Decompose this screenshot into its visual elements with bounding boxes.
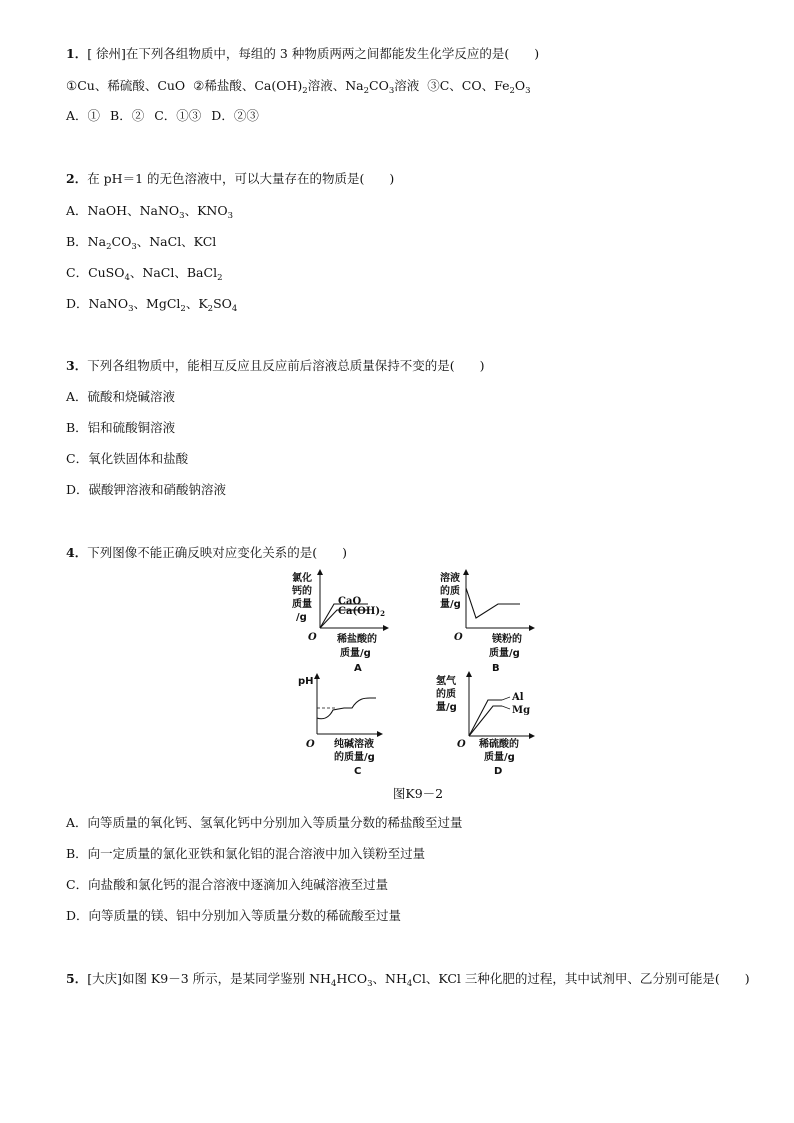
graph-b-xlabel-2: 质量/g <box>489 648 520 659</box>
q1-group-1: ①Cu、稀硫酸、CuO <box>66 78 186 93</box>
q4-stem-line <box>66 544 347 562</box>
graph-b-ylabel-1: 溶液 <box>440 573 460 584</box>
graph-c-xlabel-2: 的质量/g <box>334 752 375 763</box>
graph-d-pointer-mg <box>502 706 510 709</box>
q1-groups-line <box>66 77 531 95</box>
q3-option-b: B．铝和硫酸铜溶液 <box>66 420 176 435</box>
graph-c-curve <box>317 698 376 719</box>
q2-stem-line <box>66 170 394 188</box>
graph-a-ylabel-3: 质量 <box>292 599 312 610</box>
q1-option-b: B．② <box>110 108 145 123</box>
graph-a-tag: A <box>354 663 362 674</box>
graph-c-tag: C <box>354 766 362 777</box>
graph-b-origin: O <box>454 632 463 643</box>
graph-c-xlabel-1: 纯碱溶液 <box>334 739 374 750</box>
graph-d-line-label-2: Mg <box>512 705 531 716</box>
q3-option-c: C．氧化铁固体和盐酸 <box>66 451 189 466</box>
q5-stem-line <box>66 970 750 988</box>
q2-option-a: A．NaOH、NaNO$_3$、$KNO_3$ <box>66 203 234 221</box>
graph-d-origin: O <box>457 739 466 750</box>
graph-c <box>298 676 380 777</box>
q1-number: 1． <box>66 46 88 61</box>
q4-option-c: C．向盐酸和氯化钙的混合溶液中逐滴加入纯碱溶液至过量 <box>66 877 389 892</box>
q1-option-c: C．①③ <box>154 108 202 123</box>
graph-d-curve-mg <box>469 706 502 736</box>
graph-a-line-label-1: CaO <box>338 596 362 607</box>
q5-stem: [大庆]如图 K9－3 所示，是某同学鉴别 $NH_4HCO_3$、$NH_4Cl$、KCl 三种化肥的过程，其中试剂甲、乙分别可能是( ) <box>87 971 750 989</box>
q3-number: 3． <box>66 358 88 373</box>
graph-d-ylabel-1: 氢气 <box>436 676 456 687</box>
q4-number: 4． <box>66 545 88 560</box>
q1-stem-line <box>66 45 539 63</box>
q4-figure <box>270 566 540 778</box>
graph-d-line-label-1: Al <box>512 692 524 703</box>
q2-option-d: D．NaNO$_3$、MgCl$_2$、$K_2SO_4$ <box>66 296 238 314</box>
graph-a-ylabel-1: 氯化 <box>292 573 312 584</box>
graph-b-xlabel-1: 镁粉的 <box>492 634 522 645</box>
q3-option-d: D．碳酸钾溶液和硝酸钠溶液 <box>66 482 227 497</box>
graph-a-ylabel-2: 钙的 <box>292 586 312 597</box>
q4-stem: 下列图像不能正确反映对应变化关系的是( ) <box>87 545 347 560</box>
q3-option-a: A．硫酸和烧碱溶液 <box>66 389 176 404</box>
graph-b-tag: B <box>492 663 500 674</box>
q4-option-b: B．向一定质量的氯化亚铁和氯化铝的混合溶液中加入镁粉至过量 <box>66 846 426 861</box>
q4-option-d: D．向等质量的镁、铝中分别加入等质量分数的稀硫酸至过量 <box>66 908 402 923</box>
q1-option-d: D．②③ <box>211 108 259 123</box>
graph-b-ylabel-2: 的质 <box>440 586 460 597</box>
graph-a-line-label-2: $Ca(OH)_2$ <box>338 606 385 618</box>
graph-a-origin: O <box>308 632 317 643</box>
q2-option-c: C．CuSO$_4$、NaCl、BaCl$_2$ <box>66 265 223 283</box>
q3-stem-line <box>66 357 484 375</box>
graph-b-curve <box>466 588 520 618</box>
graph-d <box>436 674 532 777</box>
graph-d-ylabel-3: 量/g <box>436 702 457 713</box>
graph-d-xlabel-2: 质量/g <box>484 752 515 763</box>
q2-number: 2． <box>66 171 88 186</box>
q1-options-line <box>66 107 269 125</box>
q3-stem: 下列各组物质中，能相互反应且反应前后溶液总质量保持不变的是( ) <box>87 358 485 373</box>
graph-c-origin: O <box>306 739 315 750</box>
graph-d-ylabel-2: 的质 <box>436 689 456 700</box>
graph-d-xlabel-1: 稀硫酸的 <box>479 739 519 750</box>
graph-a <box>292 571 386 674</box>
graph-a-xlabel-2: 质量/g <box>340 648 371 659</box>
q5-number: 5． <box>66 971 88 986</box>
q1-option-a: A．① <box>66 108 101 123</box>
graph-c-ylabel: pH <box>298 676 314 687</box>
graph-b <box>440 571 532 674</box>
graph-a-ylabel-4: /g <box>296 612 307 623</box>
q2-option-b: B．$Na_2CO_3$、NaCl、KCl <box>66 234 217 252</box>
q4-option-a: A．向等质量的氧化钙、氢氧化钙中分别加入等质量分数的稀盐酸至过量 <box>66 815 463 830</box>
q1-stem: [ 徐州]在下列各组物质中，每组的 3 种物质两两之间都能发生化学反应的是( ) <box>87 46 540 61</box>
q1-group-3: ③C、CO、$Fe_2O_3$ <box>427 78 531 96</box>
graph-a-xlabel-1: 稀盐酸的 <box>337 634 377 645</box>
q1-group-2: ②稀盐酸、$Ca(OH)_2$溶液、$Na_2CO_3$溶液 <box>193 78 420 96</box>
graph-d-pointer-al <box>502 697 510 700</box>
graph-b-ylabel-3: 量/g <box>440 599 461 610</box>
graph-d-tag: D <box>494 766 503 777</box>
q2-stem: 在 pH＝1 的无色溶液中，可以大量存在的物质是( ) <box>87 171 395 186</box>
figure-caption: 图K9－2 <box>392 786 444 801</box>
